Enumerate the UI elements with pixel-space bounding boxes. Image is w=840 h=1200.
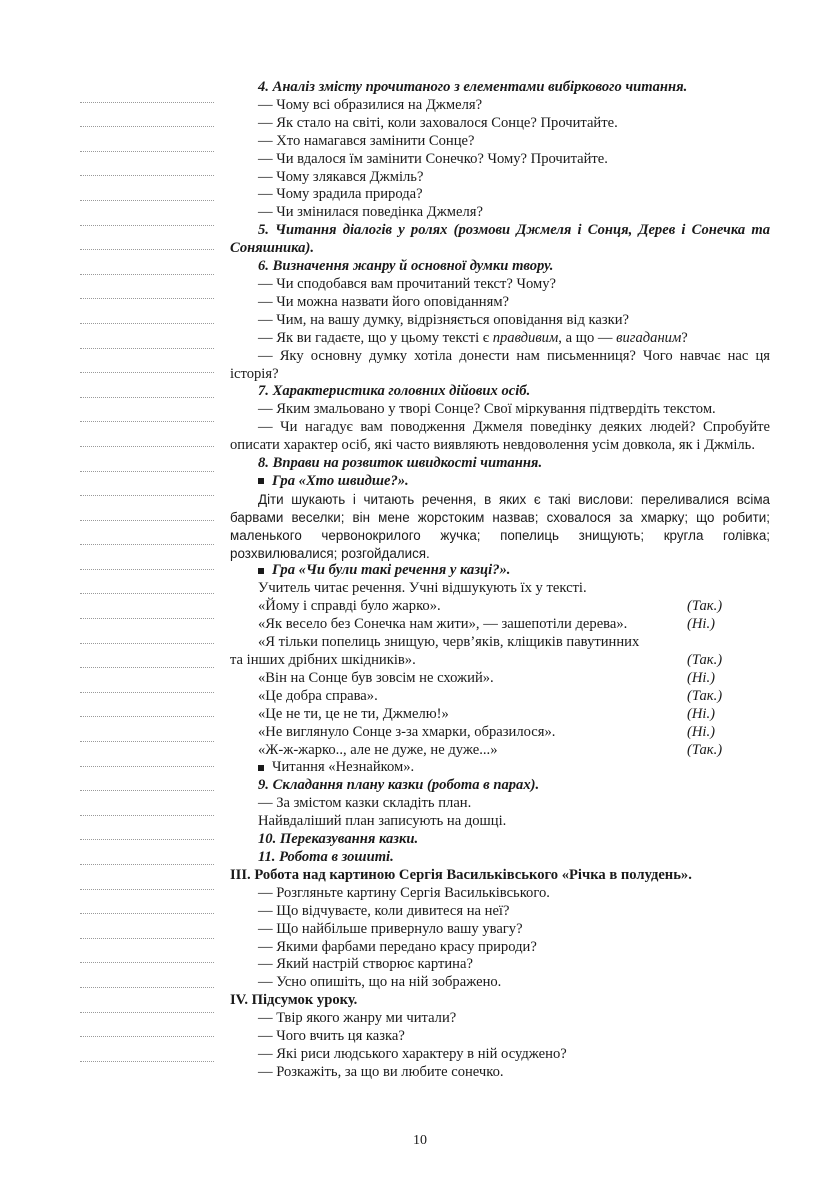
margin-note-line bbox=[80, 398, 214, 423]
margin-note-line bbox=[80, 594, 214, 619]
margin-note-line bbox=[80, 472, 214, 497]
paragraph bbox=[230, 276, 770, 294]
margin-note-line bbox=[80, 988, 214, 1013]
paragraph bbox=[230, 169, 770, 187]
margin-note-line bbox=[80, 914, 214, 939]
margin-note-line bbox=[80, 521, 214, 546]
text-segment: — Хто намагався замінити Сонце? bbox=[258, 132, 475, 149]
quoted-sentence: «Йому і справді було жарко». bbox=[258, 598, 441, 615]
text-segment: — Якими фарбами передано красу природи? bbox=[258, 938, 537, 955]
paragraph bbox=[230, 204, 770, 222]
bullet-item bbox=[230, 562, 770, 580]
margin-note-line bbox=[80, 299, 214, 324]
sentence-check-row bbox=[230, 688, 770, 706]
paragraph bbox=[230, 312, 770, 330]
text-segment: — Як стало на світі, коли заховалося Сонце? Прочитайте. bbox=[258, 114, 618, 131]
margin-note-line bbox=[80, 939, 214, 964]
sentence-check-row bbox=[230, 670, 770, 688]
paragraph bbox=[230, 330, 770, 348]
paragraph bbox=[230, 939, 770, 957]
margin-note-line bbox=[80, 496, 214, 521]
text-segment: — Чи сподобався вам прочитаний текст? Чому? bbox=[258, 275, 557, 292]
paragraph bbox=[230, 97, 770, 115]
margin-note-line bbox=[80, 963, 214, 988]
answer-label: (Так.) bbox=[687, 652, 723, 668]
margin-note-line bbox=[80, 103, 214, 128]
text-segment: Гра «Хто швидше?». bbox=[272, 472, 409, 489]
text-segment: — Розгляньте картину Сергія Васильківського. bbox=[258, 884, 550, 901]
text-segment: вигаданим bbox=[616, 329, 682, 346]
text-segment: 9. Складання плану казки (робота в парах). bbox=[258, 777, 540, 794]
text-segment: Діти шукають і читають речення, в яких є такі вислови: переливалися всіма барвами веселки; він мене жорстоким назвав; сховалося за хмарку; що робити; маленького червонокрилого жучка; попелиць знищують; кругла голівка; розхвилювалися; розгойдалися. bbox=[230, 491, 770, 561]
margin-note-line bbox=[80, 717, 214, 742]
quoted-sentence: «Він на Сонце був зовсім не схожий». bbox=[258, 669, 494, 686]
text-segment: — Яким змальовано у творі Сонце? Свої міркування підтвердіть текстом. bbox=[258, 401, 716, 418]
paragraph bbox=[230, 777, 770, 795]
sentence-check-row bbox=[230, 598, 770, 616]
sentence-check-row bbox=[230, 742, 770, 760]
paragraph bbox=[230, 491, 770, 563]
text-segment: — Що відчуваєте, коли дивитеся на неї? bbox=[258, 902, 510, 919]
answer-label: (Так.) bbox=[687, 687, 723, 704]
paragraph bbox=[230, 151, 770, 169]
text-segment: — Як ви гадаєте, що у цьому тексті є bbox=[258, 329, 493, 346]
paragraph bbox=[230, 867, 770, 885]
margin-note-line bbox=[80, 865, 214, 890]
paragraph bbox=[230, 831, 770, 849]
paragraph bbox=[230, 79, 770, 97]
paragraph bbox=[230, 401, 770, 419]
margin-note-line bbox=[80, 816, 214, 841]
text-segment: — Які риси людського характеру в ній осуджено? bbox=[258, 1045, 567, 1062]
paragraph bbox=[230, 294, 770, 312]
text-segment: 6. Визначення жанру й основної думки твору. bbox=[258, 258, 554, 275]
text-segment: 10. Переказування казки. bbox=[258, 831, 419, 848]
text-segment: — Чи змінилася поведінка Джмеля? bbox=[258, 204, 483, 221]
page-number: 10 bbox=[413, 1133, 427, 1148]
paragraph bbox=[230, 383, 770, 401]
margin-note-line bbox=[80, 742, 214, 767]
text-segment: — За змістом казки складіть план. bbox=[258, 795, 472, 812]
text-segment: — Чи можна назвати його оповіданням? bbox=[258, 293, 510, 310]
text-segment: — Який настрій створює картина? bbox=[258, 956, 473, 973]
text-segment: «Я тільки попелиць знищую, черв’яків, кліщиків павутинних bbox=[258, 634, 640, 651]
margin-note-line bbox=[80, 668, 214, 693]
margin-note-line bbox=[80, 644, 214, 669]
paragraph bbox=[230, 992, 770, 1010]
margin-note-line bbox=[80, 78, 214, 103]
text-segment: Учитель читає речення. Учні відшукують їх у тексті. bbox=[258, 580, 587, 597]
paragraph bbox=[230, 921, 770, 939]
margin-note-line bbox=[80, 619, 214, 644]
text-segment: — Чому злякався Джміль? bbox=[258, 168, 424, 185]
paragraph bbox=[230, 1046, 770, 1064]
text-segment: 7. Характеристика головних дійових осіб. bbox=[258, 383, 531, 400]
paragraph bbox=[230, 222, 770, 258]
margin-note-line bbox=[80, 373, 214, 398]
text-segment: — Усно опишіть, що на ній зображено. bbox=[258, 974, 502, 991]
margin-note-line bbox=[80, 226, 214, 251]
paragraph bbox=[230, 849, 770, 867]
margin-note-line bbox=[80, 545, 214, 570]
paragraph bbox=[230, 186, 770, 204]
margin-note-line bbox=[80, 201, 214, 226]
lesson-content bbox=[230, 79, 770, 1082]
answer-label: (Ні.) bbox=[687, 669, 715, 686]
text-segment: , а що — bbox=[558, 329, 617, 346]
answer-label: (Ні.) bbox=[687, 705, 715, 722]
text-segment: правдивим bbox=[492, 329, 559, 346]
text-segment: — Що найбільше привернуло вашу увагу? bbox=[258, 920, 523, 937]
margin-note-lines bbox=[80, 78, 214, 1062]
answer-label: (Так.) bbox=[687, 741, 723, 758]
paragraph bbox=[230, 813, 770, 831]
paragraph bbox=[230, 348, 770, 384]
paragraph bbox=[230, 1064, 770, 1082]
text-segment: — Чому всі образилися на Джмеля? bbox=[258, 96, 483, 113]
answer-label: (Ні.) bbox=[687, 616, 715, 633]
margin-note-line bbox=[80, 1013, 214, 1038]
text-segment: — Чого вчить ця казка? bbox=[258, 1028, 405, 1045]
margin-note-line bbox=[80, 176, 214, 201]
paragraph bbox=[230, 1028, 770, 1046]
sentence-check-row bbox=[230, 652, 770, 670]
text-segment: IV. Підсумок уроку. bbox=[230, 992, 358, 1009]
text-segment: 4. Аналіз змісту прочитаного з елементами вибіркового читання. bbox=[258, 79, 688, 95]
paragraph bbox=[230, 903, 770, 921]
margin-note-line bbox=[80, 127, 214, 152]
paragraph bbox=[230, 115, 770, 133]
quoted-sentence: «Не виглянуло Сонце з-за хмарки, образилося». bbox=[258, 723, 556, 740]
margin-note-line bbox=[80, 890, 214, 915]
margin-note-line bbox=[80, 791, 214, 816]
text-segment: Читання «Незнайком». bbox=[272, 759, 415, 776]
paragraph bbox=[230, 419, 770, 455]
answer-label: (Ні.) bbox=[687, 723, 715, 740]
margin-note-line bbox=[80, 570, 214, 595]
bullet-item bbox=[230, 473, 770, 491]
margin-note-line bbox=[80, 767, 214, 792]
paragraph bbox=[230, 258, 770, 276]
quoted-sentence: «Як весело без Сонечка нам жити», — зашепотіли дерева». bbox=[258, 616, 628, 633]
bullet-item bbox=[230, 759, 770, 777]
paragraph bbox=[230, 1010, 770, 1028]
answer-label: (Так.) bbox=[687, 598, 723, 615]
margin-note-line bbox=[80, 275, 214, 300]
square-bullet-icon bbox=[258, 765, 264, 771]
text-segment: ? bbox=[681, 329, 688, 346]
margin-note-line bbox=[80, 324, 214, 349]
text-segment: Найвдаліший план записують на дошці. bbox=[258, 813, 507, 830]
square-bullet-icon bbox=[258, 478, 264, 484]
margin-note-line bbox=[80, 1037, 214, 1062]
quoted-sentence: та інших дрібних шкідників». bbox=[230, 652, 416, 668]
paragraph bbox=[230, 580, 770, 598]
margin-note-line bbox=[80, 422, 214, 447]
text-segment: — Чим, на вашу думку, відрізняється оповідання від казки? bbox=[258, 311, 630, 328]
paragraph bbox=[230, 795, 770, 813]
paragraph bbox=[230, 974, 770, 992]
text-segment: — Розкажіть, за що ви любите сонечко. bbox=[258, 1063, 504, 1080]
paragraph bbox=[230, 634, 770, 652]
text-segment: 11. Робота в зошиті. bbox=[258, 848, 394, 865]
quoted-sentence: «Це добра справа». bbox=[258, 687, 378, 704]
text-segment: Гра «Чи були такі речення у казці?». bbox=[272, 562, 511, 579]
margin-note-line bbox=[80, 152, 214, 177]
margin-note-line bbox=[80, 693, 214, 718]
paragraph bbox=[230, 956, 770, 974]
square-bullet-icon bbox=[258, 568, 264, 574]
margin-note-line bbox=[80, 349, 214, 374]
margin-note-line bbox=[80, 840, 214, 865]
text-segment: — Твір якого жанру ми читали? bbox=[258, 1010, 457, 1027]
text-segment: 8. Вправи на розвиток швидкості читання. bbox=[258, 455, 543, 472]
text-segment: — Чи вдалося їм замінити Сонечко? Чому? Прочитайте. bbox=[258, 150, 608, 167]
sentence-check-row bbox=[230, 706, 770, 724]
text-segment: — Чому зрадила природа? bbox=[258, 186, 423, 203]
margin-note-line bbox=[80, 250, 214, 275]
sentence-check-row bbox=[230, 724, 770, 742]
paragraph bbox=[230, 133, 770, 151]
paragraph bbox=[230, 455, 770, 473]
margin-note-line bbox=[80, 447, 214, 472]
text-segment: — Чи нагадує вам поводження Джмеля поведінку деяких людей? Спробуйте описати характер осіб, які часто виявляють невдоволення усім довкола, як і Джміль. bbox=[230, 419, 770, 454]
paragraph bbox=[230, 885, 770, 903]
text-segment: 5. Читання діалогів у ролях (розмови Джмеля і Сонця, Дерев і Сонечка та Соняшника). bbox=[230, 222, 770, 257]
sentence-check-row bbox=[230, 616, 770, 634]
text-segment: — Яку основну думку хотіла донести нам письменниця? Чого навчає нас ця історія? bbox=[230, 347, 770, 382]
quoted-sentence: «Це не ти, це не ти, Джмелю!» bbox=[258, 705, 449, 722]
text-segment: III. Робота над картиною Сергія Васильківського «Річка в полудень». bbox=[230, 866, 692, 883]
quoted-sentence: «Ж-ж-жарко.., але не дуже, не дуже...» bbox=[258, 741, 498, 758]
